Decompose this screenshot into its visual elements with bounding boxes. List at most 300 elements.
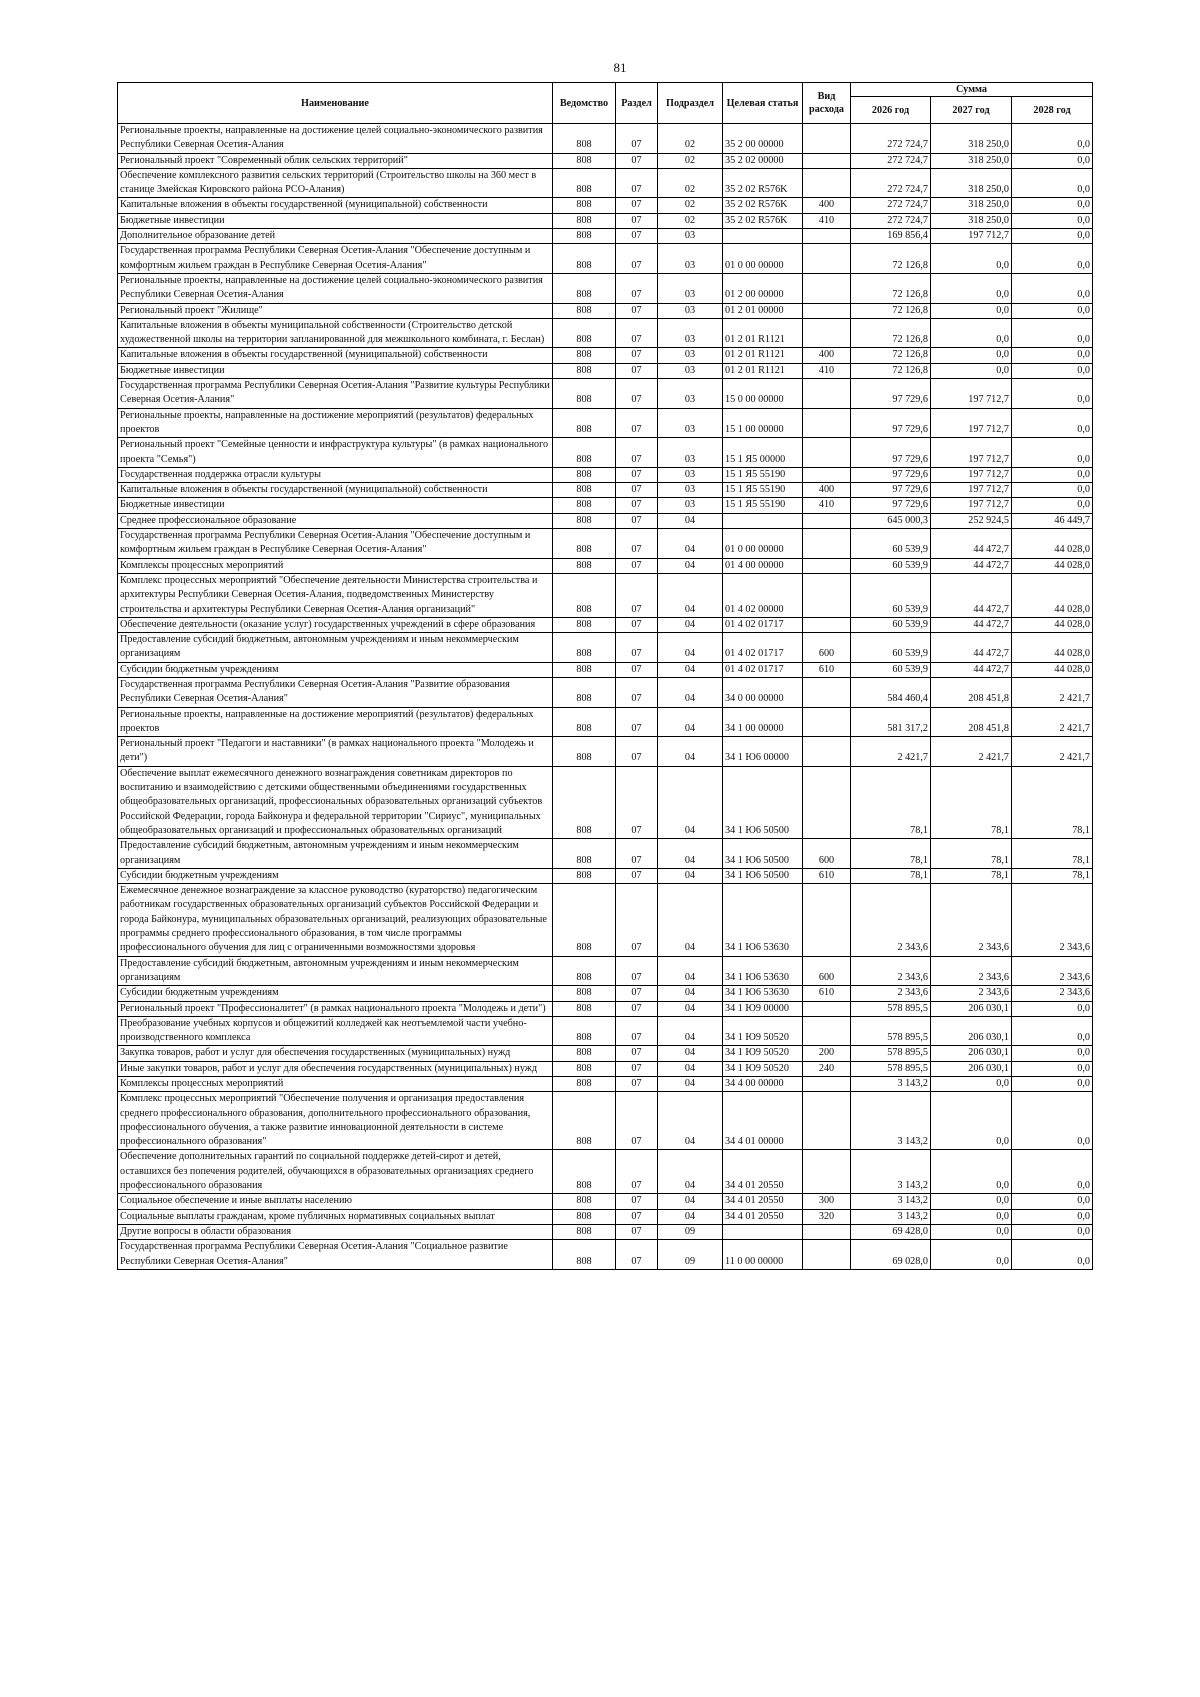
row-vedomstvo: 808 bbox=[553, 868, 616, 883]
row-tselevaya-statya: 35 2 02 00000 bbox=[723, 153, 803, 168]
row-sum-2027: 0,0 bbox=[931, 363, 1012, 378]
row-name: Региональный проект "Педагоги и наставники" (в рамках национального проекта "Молодежь и дети") bbox=[118, 737, 553, 767]
table-row bbox=[118, 1061, 1093, 1076]
row-vedomstvo: 808 bbox=[553, 1046, 616, 1061]
row-sum-2028: 0,0 bbox=[1012, 318, 1093, 348]
table-row bbox=[118, 1224, 1093, 1239]
row-vid-raskhoda bbox=[803, 124, 851, 154]
row-sum-2026: 2 343,6 bbox=[851, 986, 931, 1001]
row-tselevaya-statya: 35 2 02 R576K bbox=[723, 168, 803, 198]
budget-table bbox=[117, 82, 1093, 1270]
row-tselevaya-statya: 01 2 01 R1121 bbox=[723, 348, 803, 363]
row-vedomstvo: 808 bbox=[553, 379, 616, 409]
row-tselevaya-statya: 01 4 02 00000 bbox=[723, 573, 803, 617]
row-vid-raskhoda bbox=[803, 766, 851, 838]
page-number: 81 bbox=[613, 60, 627, 75]
row-podrazdel: 04 bbox=[658, 737, 723, 767]
row-name: Другие вопросы в области образования bbox=[118, 1224, 553, 1239]
row-sum-2026: 584 460,4 bbox=[851, 677, 931, 707]
table-row bbox=[118, 124, 1093, 154]
row-razdel: 07 bbox=[616, 124, 658, 154]
row-sum-2026: 60 539,9 bbox=[851, 529, 931, 559]
row-sum-2028: 44 028,0 bbox=[1012, 558, 1093, 573]
table-row bbox=[118, 244, 1093, 274]
row-podrazdel: 03 bbox=[658, 244, 723, 274]
row-sum-2026: 97 729,6 bbox=[851, 438, 931, 468]
row-name: Предоставление субсидий бюджетным, автономным учреждениям и иным некоммерческим организациям bbox=[118, 633, 553, 663]
row-tselevaya-statya: 34 4 01 00000 bbox=[723, 1092, 803, 1150]
row-sum-2028: 78,1 bbox=[1012, 766, 1093, 838]
row-vid-raskhoda: 610 bbox=[803, 868, 851, 883]
row-vedomstvo: 808 bbox=[553, 1077, 616, 1092]
row-vedomstvo: 808 bbox=[553, 573, 616, 617]
row-tselevaya-statya: 01 4 02 01717 bbox=[723, 633, 803, 663]
row-tselevaya-statya: 34 1 Ю6 00000 bbox=[723, 737, 803, 767]
table-row bbox=[118, 363, 1093, 378]
row-sum-2028: 0,0 bbox=[1012, 1150, 1093, 1194]
row-sum-2028: 0,0 bbox=[1012, 438, 1093, 468]
row-razdel: 07 bbox=[616, 483, 658, 498]
row-sum-2028: 2 343,6 bbox=[1012, 884, 1093, 956]
row-podrazdel: 03 bbox=[658, 498, 723, 513]
row-sum-2028: 44 028,0 bbox=[1012, 662, 1093, 677]
row-name: Дополнительное образование детей bbox=[118, 229, 553, 244]
row-vid-raskhoda bbox=[803, 244, 851, 274]
row-vedomstvo: 808 bbox=[553, 168, 616, 198]
row-name: Обеспечение комплексного развития сельских территорий (Строительство школы на 360 мест в станице Змейская Кировского района РСО-Алания) bbox=[118, 168, 553, 198]
row-sum-2028: 0,0 bbox=[1012, 498, 1093, 513]
table-row bbox=[118, 617, 1093, 632]
row-podrazdel: 04 bbox=[658, 868, 723, 883]
row-name: Капитальные вложения в объекты государственной (муниципальной) собственности bbox=[118, 198, 553, 213]
row-name: Региональный проект "Профессионалитет" (в рамках национального проекта "Молодежь и дети") bbox=[118, 1001, 553, 1016]
row-tselevaya-statya: 35 2 00 00000 bbox=[723, 124, 803, 154]
row-tselevaya-statya: 01 4 02 01717 bbox=[723, 662, 803, 677]
row-tselevaya-statya: 01 2 00 00000 bbox=[723, 273, 803, 303]
row-sum-2027: 2 343,6 bbox=[931, 986, 1012, 1001]
row-sum-2028: 0,0 bbox=[1012, 1016, 1093, 1046]
row-podrazdel: 03 bbox=[658, 303, 723, 318]
table-row bbox=[118, 229, 1093, 244]
row-vid-raskhoda bbox=[803, 1092, 851, 1150]
row-tselevaya-statya: 15 0 00 00000 bbox=[723, 379, 803, 409]
row-vid-raskhoda: 320 bbox=[803, 1209, 851, 1224]
header-vedomstvo: Ведомство bbox=[553, 83, 616, 124]
row-name: Субсидии бюджетным учреждениям bbox=[118, 986, 553, 1001]
row-razdel: 07 bbox=[616, 213, 658, 228]
row-vedomstvo: 808 bbox=[553, 348, 616, 363]
row-sum-2028: 0,0 bbox=[1012, 1046, 1093, 1061]
row-sum-2026: 78,1 bbox=[851, 868, 931, 883]
row-vid-raskhoda bbox=[803, 467, 851, 482]
row-vid-raskhoda bbox=[803, 707, 851, 737]
row-sum-2027: 2 343,6 bbox=[931, 956, 1012, 986]
row-name: Государственная поддержка отрасли культуры bbox=[118, 467, 553, 482]
row-podrazdel: 04 bbox=[658, 839, 723, 869]
row-vid-raskhoda bbox=[803, 1016, 851, 1046]
row-sum-2026: 97 729,6 bbox=[851, 408, 931, 438]
row-vid-raskhoda: 240 bbox=[803, 1061, 851, 1076]
row-podrazdel: 04 bbox=[658, 1194, 723, 1209]
row-vid-raskhoda: 200 bbox=[803, 1046, 851, 1061]
row-razdel: 07 bbox=[616, 1016, 658, 1046]
row-name: Региональный проект "Семейные ценности и инфраструктура культуры" (в рамках национального проекта "Семья") bbox=[118, 438, 553, 468]
row-vedomstvo: 808 bbox=[553, 198, 616, 213]
row-sum-2027: 0,0 bbox=[931, 1194, 1012, 1209]
row-razdel: 07 bbox=[616, 558, 658, 573]
row-sum-2026: 169 856,4 bbox=[851, 229, 931, 244]
row-sum-2026: 60 539,9 bbox=[851, 617, 931, 632]
row-vid-raskhoda: 410 bbox=[803, 363, 851, 378]
row-sum-2027: 44 472,7 bbox=[931, 662, 1012, 677]
row-razdel: 07 bbox=[616, 868, 658, 883]
row-name: Региональные проекты, направленные на достижение целей социально-экономического развития Республики Северная Осетия-Алания bbox=[118, 124, 553, 154]
row-sum-2028: 78,1 bbox=[1012, 868, 1093, 883]
row-razdel: 07 bbox=[616, 363, 658, 378]
row-vedomstvo: 808 bbox=[553, 617, 616, 632]
row-vedomstvo: 808 bbox=[553, 229, 616, 244]
row-razdel: 07 bbox=[616, 707, 658, 737]
row-sum-2028: 0,0 bbox=[1012, 244, 1093, 274]
row-name: Капитальные вложения в объекты государственной (муниципальной) собственности bbox=[118, 348, 553, 363]
row-sum-2026: 578 895,5 bbox=[851, 1001, 931, 1016]
row-razdel: 07 bbox=[616, 318, 658, 348]
row-vid-raskhoda: 400 bbox=[803, 348, 851, 363]
row-razdel: 07 bbox=[616, 1194, 658, 1209]
row-name: Государственная программа Республики Северная Осетия-Алания "Обеспечение доступным и комфортным жильем граждан в Республике Северная Осетия-Алания" bbox=[118, 529, 553, 559]
row-sum-2028: 0,0 bbox=[1012, 229, 1093, 244]
row-sum-2028: 44 028,0 bbox=[1012, 573, 1093, 617]
row-razdel: 07 bbox=[616, 303, 658, 318]
row-razdel: 07 bbox=[616, 168, 658, 198]
row-sum-2027: 208 451,8 bbox=[931, 677, 1012, 707]
row-vid-raskhoda: 600 bbox=[803, 633, 851, 663]
row-podrazdel: 03 bbox=[658, 318, 723, 348]
row-sum-2027: 0,0 bbox=[931, 1077, 1012, 1092]
row-vid-raskhoda: 600 bbox=[803, 956, 851, 986]
table-row bbox=[118, 213, 1093, 228]
row-vid-raskhoda bbox=[803, 318, 851, 348]
row-vid-raskhoda bbox=[803, 1224, 851, 1239]
row-vid-raskhoda bbox=[803, 1240, 851, 1270]
row-razdel: 07 bbox=[616, 438, 658, 468]
row-name: Обеспечение деятельности (оказание услуг) государственных учреждений в сфере образования bbox=[118, 617, 553, 632]
row-podrazdel: 03 bbox=[658, 467, 723, 482]
row-podrazdel: 04 bbox=[658, 573, 723, 617]
row-sum-2027: 0,0 bbox=[931, 244, 1012, 274]
row-sum-2028: 0,0 bbox=[1012, 1209, 1093, 1224]
row-tselevaya-statya: 34 1 Ю6 53630 bbox=[723, 986, 803, 1001]
row-sum-2028: 0,0 bbox=[1012, 1194, 1093, 1209]
row-sum-2027: 2 343,6 bbox=[931, 884, 1012, 956]
row-razdel: 07 bbox=[616, 229, 658, 244]
row-sum-2026: 60 539,9 bbox=[851, 662, 931, 677]
row-sum-2027: 0,0 bbox=[931, 318, 1012, 348]
row-razdel: 07 bbox=[616, 498, 658, 513]
row-name: Региональные проекты, направленные на достижение целей социально-экономического развития Республики Северная Осетия-Алания bbox=[118, 273, 553, 303]
row-razdel: 07 bbox=[616, 737, 658, 767]
row-razdel: 07 bbox=[616, 513, 658, 528]
row-tselevaya-statya: 34 4 01 20550 bbox=[723, 1194, 803, 1209]
row-podrazdel: 02 bbox=[658, 198, 723, 213]
row-sum-2027: 0,0 bbox=[931, 348, 1012, 363]
row-sum-2026: 272 724,7 bbox=[851, 153, 931, 168]
row-razdel: 07 bbox=[616, 956, 658, 986]
row-podrazdel: 04 bbox=[658, 1150, 723, 1194]
row-sum-2026: 72 126,8 bbox=[851, 303, 931, 318]
row-vid-raskhoda bbox=[803, 617, 851, 632]
row-sum-2026: 97 729,6 bbox=[851, 379, 931, 409]
row-sum-2027: 197 712,7 bbox=[931, 408, 1012, 438]
row-vid-raskhoda bbox=[803, 513, 851, 528]
row-name: Региональные проекты, направленные на достижение мероприятий (результатов) федеральных проектов bbox=[118, 408, 553, 438]
row-vedomstvo: 808 bbox=[553, 408, 616, 438]
row-sum-2026: 3 143,2 bbox=[851, 1209, 931, 1224]
row-sum-2026: 72 126,8 bbox=[851, 273, 931, 303]
row-tselevaya-statya: 34 4 01 20550 bbox=[723, 1150, 803, 1194]
row-sum-2028: 2 421,7 bbox=[1012, 677, 1093, 707]
row-vid-raskhoda bbox=[803, 438, 851, 468]
row-sum-2027: 78,1 bbox=[931, 766, 1012, 838]
row-name: Преобразование учебных корпусов и общежитий колледжей как неотъемлемой части учебно-производственного комплекса bbox=[118, 1016, 553, 1046]
row-vedomstvo: 808 bbox=[553, 1150, 616, 1194]
row-tselevaya-statya: 34 1 00 00000 bbox=[723, 707, 803, 737]
row-vid-raskhoda bbox=[803, 1150, 851, 1194]
row-sum-2027: 44 472,7 bbox=[931, 617, 1012, 632]
table-body bbox=[118, 124, 1093, 1270]
table-row bbox=[118, 498, 1093, 513]
row-tselevaya-statya: 11 0 00 00000 bbox=[723, 1240, 803, 1270]
row-vedomstvo: 808 bbox=[553, 303, 616, 318]
row-podrazdel: 09 bbox=[658, 1240, 723, 1270]
row-vid-raskhoda: 400 bbox=[803, 483, 851, 498]
table-row bbox=[118, 1194, 1093, 1209]
table-row bbox=[118, 198, 1093, 213]
row-sum-2028: 0,0 bbox=[1012, 168, 1093, 198]
row-podrazdel: 03 bbox=[658, 348, 723, 363]
row-tselevaya-statya: 15 1 Я5 00000 bbox=[723, 438, 803, 468]
row-podrazdel: 04 bbox=[658, 956, 723, 986]
table-row bbox=[118, 438, 1093, 468]
row-podrazdel: 04 bbox=[658, 529, 723, 559]
row-sum-2026: 72 126,8 bbox=[851, 348, 931, 363]
row-name: Среднее профессиональное образование bbox=[118, 513, 553, 528]
row-name: Субсидии бюджетным учреждениям bbox=[118, 868, 553, 883]
row-sum-2027: 44 472,7 bbox=[931, 633, 1012, 663]
row-vedomstvo: 808 bbox=[553, 1224, 616, 1239]
row-razdel: 07 bbox=[616, 1240, 658, 1270]
row-razdel: 07 bbox=[616, 1061, 658, 1076]
row-name: Государственная программа Республики Северная Осетия-Алания "Развитие культуры Республики Северная Осетия-Алания" bbox=[118, 379, 553, 409]
row-podrazdel: 03 bbox=[658, 273, 723, 303]
row-sum-2027: 197 712,7 bbox=[931, 483, 1012, 498]
row-name: Капитальные вложения в объекты муниципальной собственности (Строительство детской художественной школы на территории запланированной для межшкольного комбината, г. Беслан) bbox=[118, 318, 553, 348]
row-sum-2028: 0,0 bbox=[1012, 1092, 1093, 1150]
row-podrazdel: 04 bbox=[658, 1092, 723, 1150]
header-name: Наименование bbox=[118, 83, 553, 124]
row-name: Предоставление субсидий бюджетным, автономным учреждениям и иным некоммерческим организациям bbox=[118, 956, 553, 986]
row-tselevaya-statya: 01 4 02 01717 bbox=[723, 617, 803, 632]
row-name: Субсидии бюджетным учреждениям bbox=[118, 662, 553, 677]
header-year-2028: 2028 год bbox=[1012, 97, 1093, 124]
row-podrazdel: 03 bbox=[658, 363, 723, 378]
row-sum-2028: 0,0 bbox=[1012, 198, 1093, 213]
row-vedomstvo: 808 bbox=[553, 438, 616, 468]
row-vedomstvo: 808 bbox=[553, 956, 616, 986]
row-sum-2028: 0,0 bbox=[1012, 303, 1093, 318]
header-razdel: Раздел bbox=[616, 83, 658, 124]
table-row bbox=[118, 318, 1093, 348]
row-sum-2027: 197 712,7 bbox=[931, 229, 1012, 244]
row-vedomstvo: 808 bbox=[553, 1194, 616, 1209]
row-sum-2028: 2 421,7 bbox=[1012, 707, 1093, 737]
row-sum-2026: 272 724,7 bbox=[851, 198, 931, 213]
row-name: Комплексы процессных мероприятий bbox=[118, 1077, 553, 1092]
table-row bbox=[118, 884, 1093, 956]
table-row bbox=[118, 558, 1093, 573]
row-razdel: 07 bbox=[616, 1209, 658, 1224]
row-vedomstvo: 808 bbox=[553, 498, 616, 513]
row-tselevaya-statya: 34 1 Ю6 53630 bbox=[723, 884, 803, 956]
row-sum-2027: 0,0 bbox=[931, 1150, 1012, 1194]
row-sum-2028: 0,0 bbox=[1012, 348, 1093, 363]
table-row bbox=[118, 839, 1093, 869]
row-razdel: 07 bbox=[616, 1077, 658, 1092]
row-sum-2027: 44 472,7 bbox=[931, 573, 1012, 617]
row-tselevaya-statya: 34 1 Ю6 50500 bbox=[723, 839, 803, 869]
row-razdel: 07 bbox=[616, 273, 658, 303]
row-tselevaya-statya: 35 2 02 R576K bbox=[723, 213, 803, 228]
row-vedomstvo: 808 bbox=[553, 986, 616, 1001]
row-vid-raskhoda: 410 bbox=[803, 213, 851, 228]
row-name: Ежемесячное денежное вознаграждение за классное руководство (кураторство) педагогическим работникам государственных образовательных организаций субъектов Российской Федерации и города Байконура, муниципальных образовательных организаций, реализующих образовательные программы среднего профессионального образования, в том числе программы профессионального обучения для лиц с ограниченными возможностями здоровья bbox=[118, 884, 553, 956]
row-tselevaya-statya: 34 1 Ю9 50520 bbox=[723, 1046, 803, 1061]
row-podrazdel: 04 bbox=[658, 884, 723, 956]
row-tselevaya-statya: 01 0 00 00000 bbox=[723, 529, 803, 559]
row-tselevaya-statya: 15 1 Я5 55190 bbox=[723, 498, 803, 513]
table-row bbox=[118, 1150, 1093, 1194]
row-sum-2027: 197 712,7 bbox=[931, 498, 1012, 513]
table-row bbox=[118, 956, 1093, 986]
row-podrazdel: 09 bbox=[658, 1224, 723, 1239]
row-tselevaya-statya: 01 0 00 00000 bbox=[723, 244, 803, 274]
row-podrazdel: 04 bbox=[658, 1001, 723, 1016]
row-sum-2026: 2 343,6 bbox=[851, 956, 931, 986]
row-sum-2026: 3 143,2 bbox=[851, 1194, 931, 1209]
row-razdel: 07 bbox=[616, 408, 658, 438]
row-razdel: 07 bbox=[616, 766, 658, 838]
row-sum-2028: 0,0 bbox=[1012, 1001, 1093, 1016]
row-sum-2028: 2 343,6 bbox=[1012, 986, 1093, 1001]
row-podrazdel: 03 bbox=[658, 438, 723, 468]
row-vedomstvo: 808 bbox=[553, 529, 616, 559]
row-name: Комплексы процессных мероприятий bbox=[118, 558, 553, 573]
row-sum-2027: 0,0 bbox=[931, 1209, 1012, 1224]
row-sum-2027: 197 712,7 bbox=[931, 467, 1012, 482]
table-row bbox=[118, 707, 1093, 737]
row-sum-2026: 78,1 bbox=[851, 839, 931, 869]
row-razdel: 07 bbox=[616, 198, 658, 213]
table-row bbox=[118, 766, 1093, 838]
row-vedomstvo: 808 bbox=[553, 467, 616, 482]
row-tselevaya-statya: 34 1 Ю9 50520 bbox=[723, 1016, 803, 1046]
row-sum-2026: 72 126,8 bbox=[851, 318, 931, 348]
table-row bbox=[118, 633, 1093, 663]
row-vedomstvo: 808 bbox=[553, 884, 616, 956]
row-vid-raskhoda bbox=[803, 737, 851, 767]
row-vedomstvo: 808 bbox=[553, 839, 616, 869]
row-vedomstvo: 808 bbox=[553, 558, 616, 573]
row-podrazdel: 04 bbox=[658, 1061, 723, 1076]
row-sum-2027: 2 421,7 bbox=[931, 737, 1012, 767]
row-sum-2026: 60 539,9 bbox=[851, 558, 931, 573]
row-sum-2028: 2 421,7 bbox=[1012, 737, 1093, 767]
row-podrazdel: 04 bbox=[658, 766, 723, 838]
row-sum-2026: 578 895,5 bbox=[851, 1061, 931, 1076]
row-vedomstvo: 808 bbox=[553, 483, 616, 498]
row-tselevaya-statya bbox=[723, 513, 803, 528]
row-podrazdel: 04 bbox=[658, 677, 723, 707]
row-tselevaya-statya: 34 1 Ю9 50520 bbox=[723, 1061, 803, 1076]
row-name: Региональные проекты, направленные на достижение мероприятий (результатов) федеральных проектов bbox=[118, 707, 553, 737]
row-sum-2026: 69 028,0 bbox=[851, 1240, 931, 1270]
row-sum-2026: 69 428,0 bbox=[851, 1224, 931, 1239]
row-name: Обеспечение дополнительных гарантий по социальной поддержке детей-сирот и детей, оставшихся без попечения родителей, обучающихся в образовательных организациях среднего профессионального образования bbox=[118, 1150, 553, 1194]
row-sum-2027: 206 030,1 bbox=[931, 1016, 1012, 1046]
row-vedomstvo: 808 bbox=[553, 363, 616, 378]
row-vedomstvo: 808 bbox=[553, 1016, 616, 1046]
row-tselevaya-statya: 34 1 Ю6 50500 bbox=[723, 868, 803, 883]
row-vid-raskhoda: 300 bbox=[803, 1194, 851, 1209]
row-podrazdel: 02 bbox=[658, 213, 723, 228]
row-vid-raskhoda bbox=[803, 1077, 851, 1092]
row-sum-2028: 78,1 bbox=[1012, 839, 1093, 869]
row-tselevaya-statya: 34 4 00 00000 bbox=[723, 1077, 803, 1092]
header-summa: Сумма bbox=[851, 83, 1093, 97]
row-podrazdel: 04 bbox=[658, 707, 723, 737]
row-sum-2028: 0,0 bbox=[1012, 1240, 1093, 1270]
table-row bbox=[118, 379, 1093, 409]
row-sum-2028: 0,0 bbox=[1012, 153, 1093, 168]
row-name: Социальное обеспечение и иные выплаты населению bbox=[118, 1194, 553, 1209]
row-name: Государственная программа Республики Северная Осетия-Алания "Развитие образования Республики Северная Осетия-Алания" bbox=[118, 677, 553, 707]
row-sum-2027: 206 030,1 bbox=[931, 1001, 1012, 1016]
row-sum-2026: 97 729,6 bbox=[851, 498, 931, 513]
row-name: Региональный проект "Жилище" bbox=[118, 303, 553, 318]
row-razdel: 07 bbox=[616, 662, 658, 677]
table-row bbox=[118, 1016, 1093, 1046]
row-sum-2026: 97 729,6 bbox=[851, 483, 931, 498]
row-sum-2028: 0,0 bbox=[1012, 408, 1093, 438]
table-row bbox=[118, 303, 1093, 318]
row-sum-2027: 78,1 bbox=[931, 868, 1012, 883]
row-sum-2026: 72 126,8 bbox=[851, 363, 931, 378]
row-razdel: 07 bbox=[616, 1046, 658, 1061]
row-vedomstvo: 808 bbox=[553, 153, 616, 168]
row-tselevaya-statya: 01 2 01 00000 bbox=[723, 303, 803, 318]
row-sum-2028: 46 449,7 bbox=[1012, 513, 1093, 528]
row-vedomstvo: 808 bbox=[553, 1001, 616, 1016]
row-vedomstvo: 808 bbox=[553, 124, 616, 154]
row-sum-2026: 78,1 bbox=[851, 766, 931, 838]
row-sum-2026: 581 317,2 bbox=[851, 707, 931, 737]
header-podrazdel: Подраздел bbox=[658, 83, 723, 124]
row-sum-2027: 44 472,7 bbox=[931, 558, 1012, 573]
row-sum-2027: 0,0 bbox=[931, 1224, 1012, 1239]
row-vid-raskhoda bbox=[803, 273, 851, 303]
row-tselevaya-statya: 34 1 Ю6 50500 bbox=[723, 766, 803, 838]
row-vedomstvo: 808 bbox=[553, 737, 616, 767]
